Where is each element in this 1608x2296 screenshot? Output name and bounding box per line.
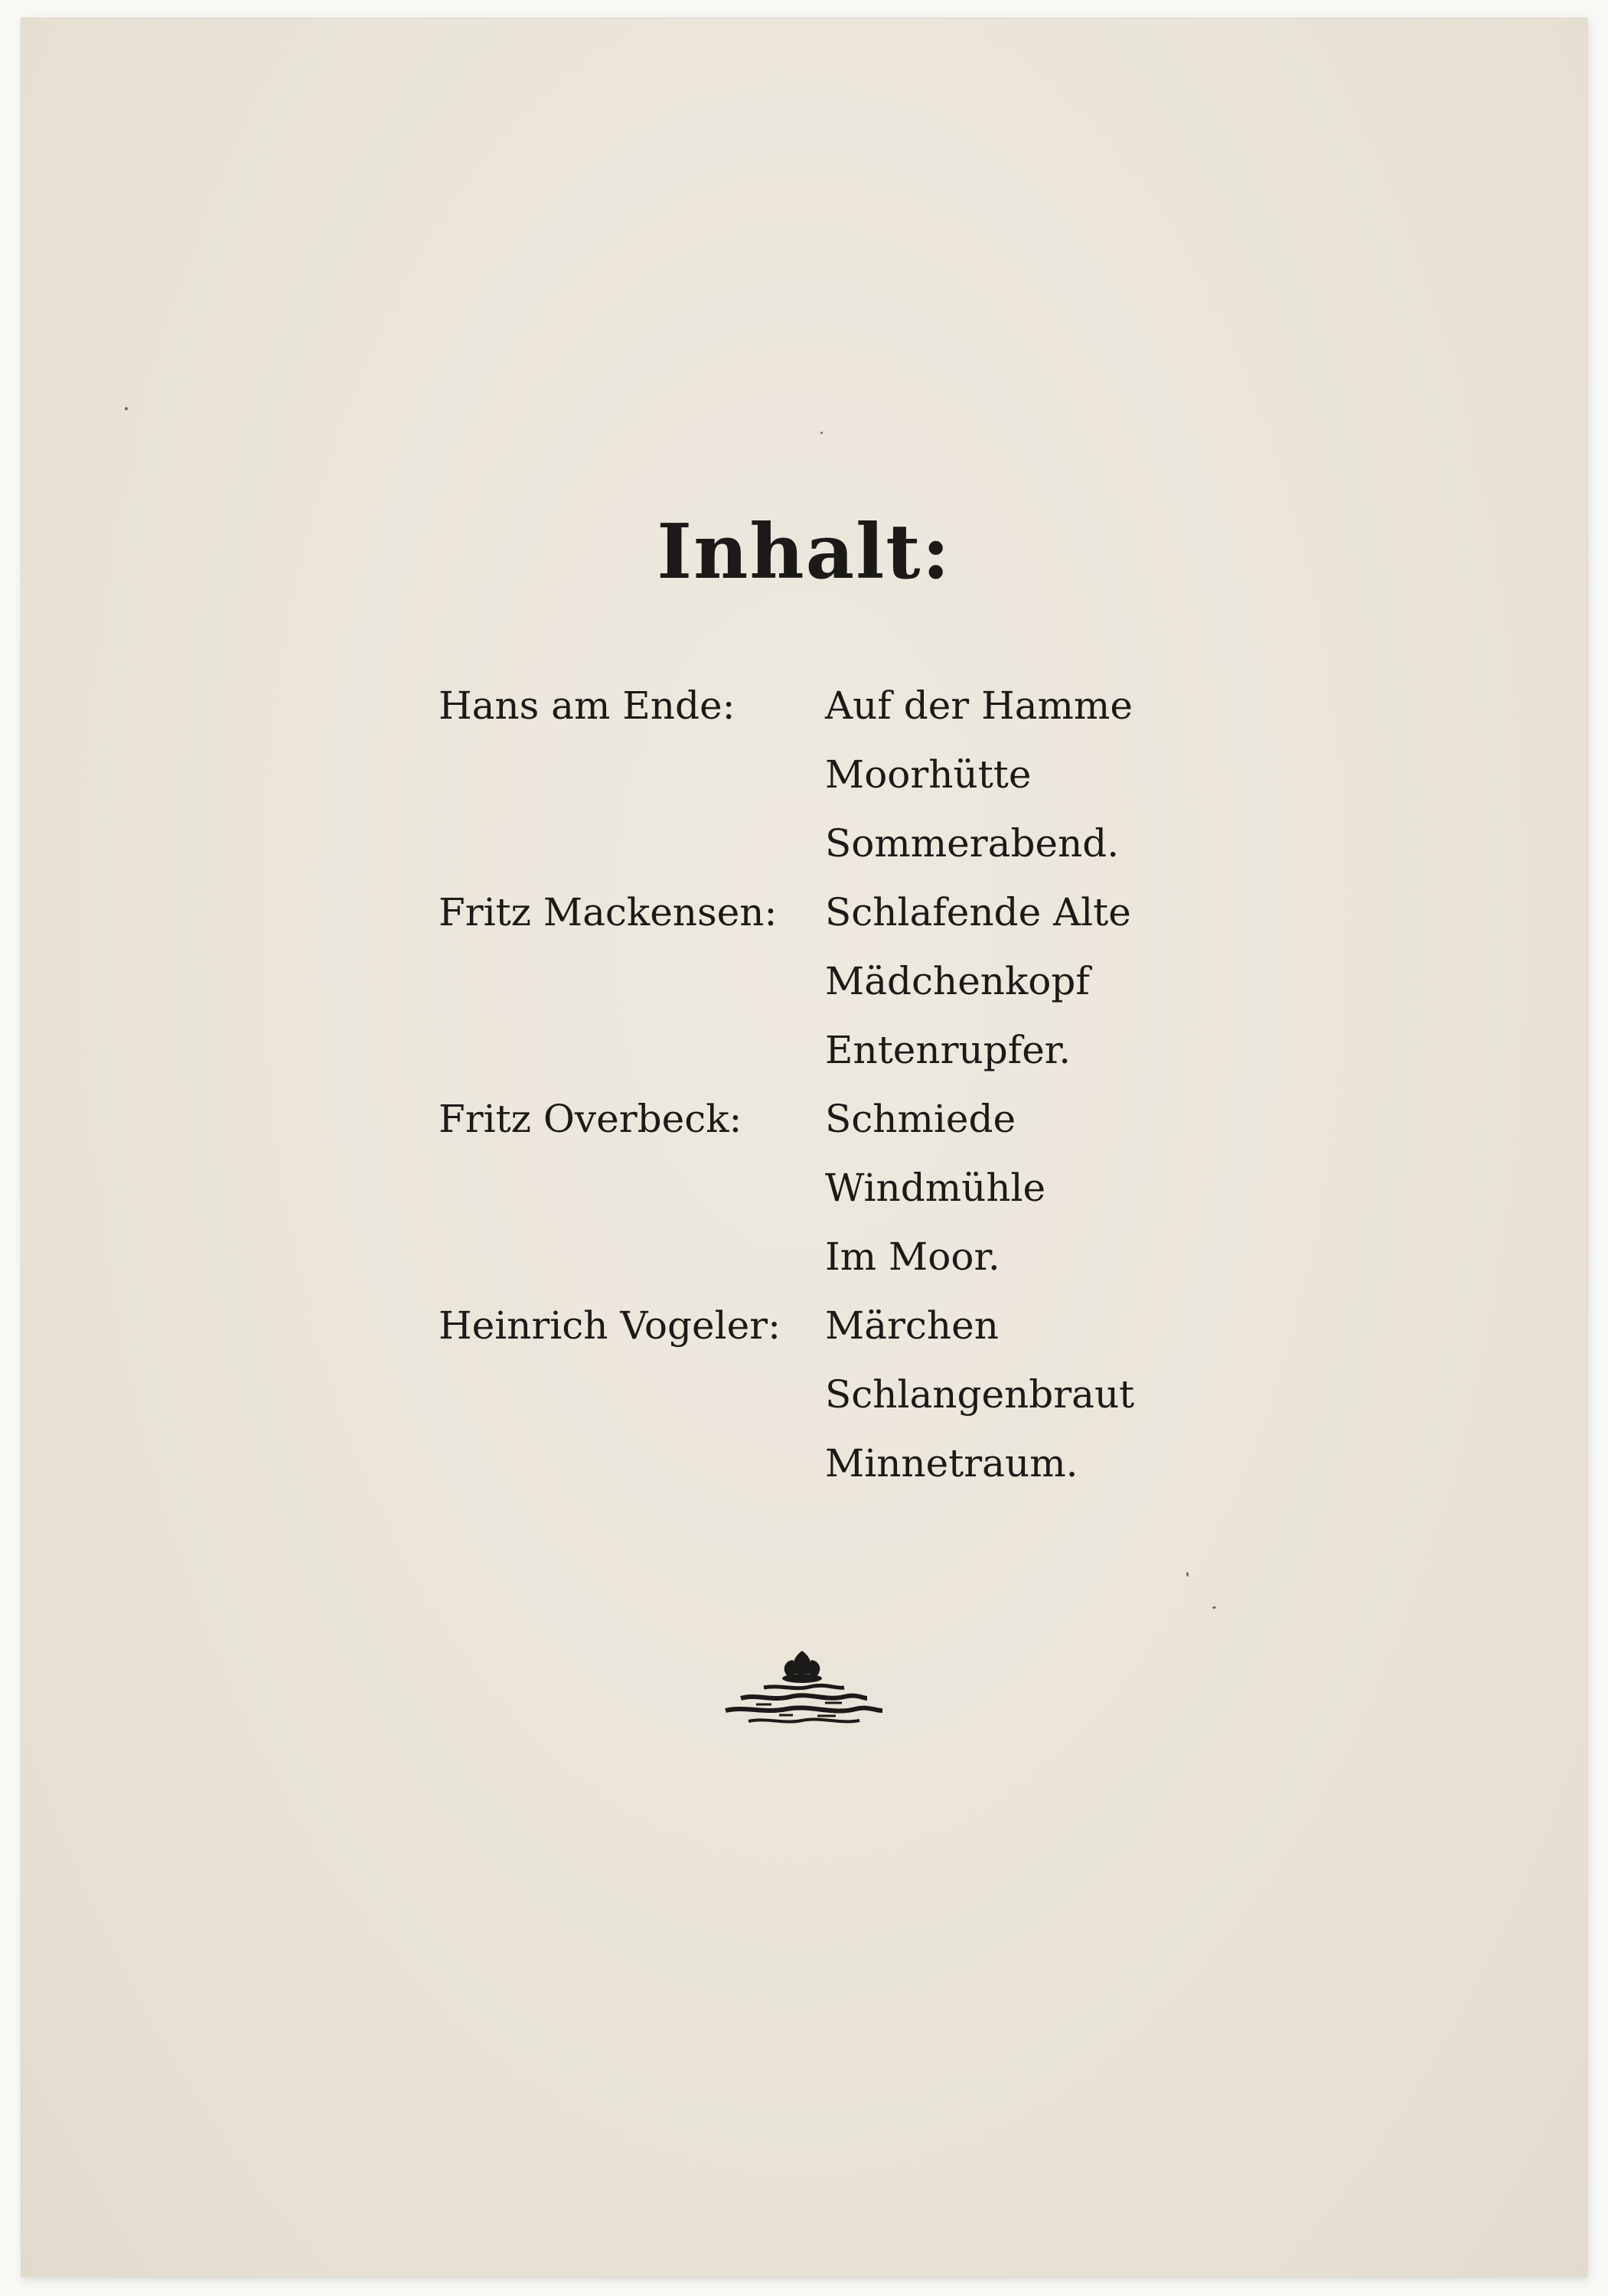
- paper-speck: [1212, 1606, 1216, 1609]
- paper-speck: [820, 432, 823, 434]
- paper-speck: [125, 407, 128, 410]
- artist-name: Fritz Overbeck:: [439, 1097, 742, 1141]
- work-title: Schlangenbraut: [825, 1372, 1135, 1417]
- work-title: Minnetraum.: [825, 1441, 1078, 1486]
- water-lily-ornament-icon: [710, 1645, 894, 1729]
- paper-sheet: [21, 18, 1587, 2276]
- work-title: Märchen: [825, 1303, 999, 1348]
- work-title: Schmiede: [825, 1097, 1016, 1141]
- work-title: Windmühle: [825, 1166, 1046, 1210]
- work-title: Schlafende Alte: [825, 890, 1131, 934]
- artist-name: Hans am Ende:: [439, 683, 736, 728]
- work-title: Sommerabend.: [825, 821, 1120, 866]
- artist-name: Fritz Mackensen:: [439, 890, 778, 934]
- work-title: Moorhütte: [825, 752, 1032, 797]
- work-title: Mädchenkopf: [825, 959, 1090, 1003]
- artist-name: Heinrich Vogeler:: [439, 1303, 781, 1348]
- work-title: Auf der Hamme: [825, 683, 1133, 728]
- work-title: Entenrupfer.: [825, 1028, 1071, 1072]
- page-title: Inhalt:: [657, 508, 951, 596]
- work-title: Im Moor.: [825, 1234, 1000, 1279]
- paper-speck: [1186, 1572, 1189, 1577]
